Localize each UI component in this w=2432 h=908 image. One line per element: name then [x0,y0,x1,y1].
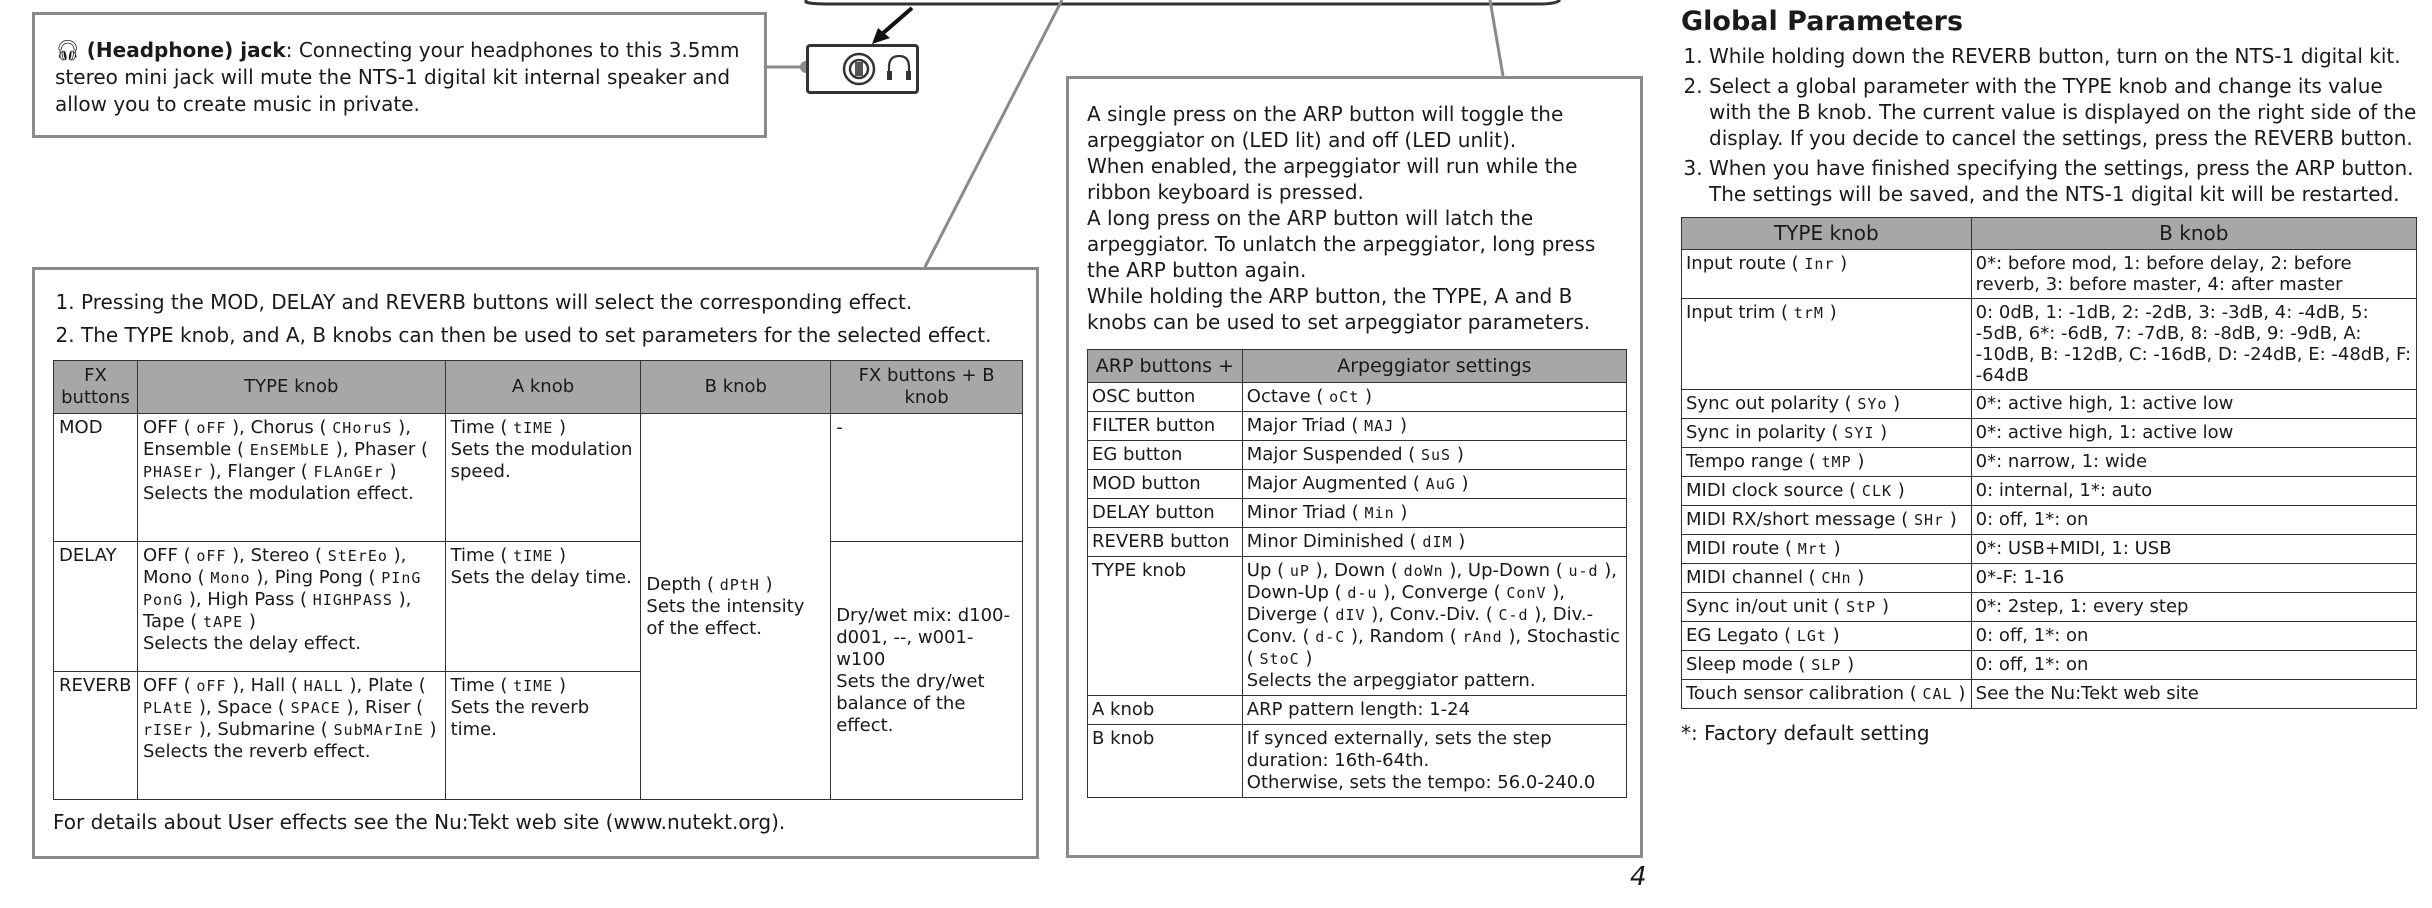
global-step: 2. Select a global parameter with the TYPE knob and change its value with the B knob. The current value is displayed on the right side of the display. If you decide to cancel the settings, press the REVERB button. [1709,73,2421,151]
fx-button-cell: REVERB [54,672,138,800]
global-key-cell: Sync in/out unit ( StP ) [1682,593,1972,622]
global-value-cell: 0: off, 1*: on [1971,506,2416,535]
table-row [1088,412,1627,441]
arp-key-cell: FILTER button [1088,412,1243,441]
page-number: 4 [1630,862,1647,892]
global-value-cell: 0*: before mod, 1: before delay, 2: before reverb, 3: before master, 4: after master [1971,250,2416,299]
arp-key-cell: TYPE knob [1088,557,1243,696]
arp-intro [1087,101,1622,335]
global-key-cell: Sync in polarity ( SYI ) [1682,419,1972,448]
fx-header-cell: TYPE knob [137,361,445,414]
global-value-cell: 0*: active high, 1: active low [1971,419,2416,448]
fx-type-cell: OFF ( oFF ), Chorus ( CHoruS ), Ensemble ( EnSEMbLE ), Phaser ( PHASEr ), Flanger ( FLAnGEr ) Selects the modulation effect. [137,414,445,542]
global-table [1681,217,2417,709]
global-header-cell: TYPE knob [1682,218,1972,250]
global-header-cell: B knob [1971,218,2416,250]
arp-value-cell: Major Augmented ( AuG ) [1242,470,1626,499]
fx-a-cell: Time ( tIME ) Sets the delay time. [445,542,641,672]
headphone-jack-body: : Connecting your headphones to this 3.5mm stereo mini jack will mute the NTS-1 digital kit internal speaker and allow you to create music in private. [55,38,740,116]
table-row [1088,725,1627,798]
arp-value-cell: If synced externally, sets the step duration: 16th-64th. Otherwise, sets the tempo: 56.0-240.0 [1242,725,1626,798]
arp-key-cell: DELAY button [1088,499,1243,528]
table-row [1682,651,2417,680]
arp-value-cell: Major Triad ( MAJ ) [1242,412,1626,441]
fx-button-cell: DELAY [54,542,138,672]
global-key-cell: Sleep mode ( SLP ) [1682,651,1972,680]
fx-table-header [54,361,1023,414]
global-value-cell: 0*: USB+MIDI, 1: USB [1971,535,2416,564]
table-row [1682,506,2417,535]
table-row [54,542,1023,672]
fx-header-cell: FX buttons + B knob [831,361,1023,414]
arp-intro-line: A single press on the ARP button will toggle the arpeggiator on (LED lit) and off (LED unlit). [1087,102,1564,152]
global-value-cell: See the Nu:Tekt web site [1971,680,2416,709]
global-title: Global Parameters [1681,6,1964,37]
arp-intro-line: When enabled, the arpeggiator will run while the ribbon keyboard is pressed. [1087,154,1578,204]
arp-value-cell: Minor Triad ( Min ) [1242,499,1626,528]
table-row [1088,499,1627,528]
arp-value-cell: Octave ( oCt ) [1242,383,1626,412]
table-row [1682,419,2417,448]
global-value-cell: 0*: narrow, 1: wide [1971,448,2416,477]
table-row [1682,535,2417,564]
fx-header-cell: B knob [641,361,831,414]
global-value-cell: 0*: active high, 1: active low [1971,390,2416,419]
global-key-cell: MIDI clock source ( CLK ) [1682,477,1972,506]
arp-value-cell: Minor Diminished ( dIM ) [1242,528,1626,557]
fx-a-cell: Time ( tIME ) Sets the modulation speed. [445,414,641,542]
global-value-cell: 0: 0dB, 1: -1dB, 2: -2dB, 3: -3dB, 4: -4dB, 5: -5dB, 6*: -6dB, 7: -7dB, 8: -8dB, 9: -9dB, A: -10dB, B: -12dB, C: -16dB, D: -24dB, E: -48dB, F: -64dB [1971,299,2416,390]
global-rows [1682,250,2417,709]
fx-header-cell: FX buttons [54,361,138,414]
global-parameters-section [1681,6,2421,745]
global-key-cell: Input trim ( trM ) [1682,299,1972,390]
fx-b-cell: Depth ( dPtH ) Sets the intensity of the effect. [641,414,831,800]
factory-default-note: *: Factory default setting [1681,721,1930,745]
headphone-jack-title: (Headphone) jack [86,38,286,62]
arp-value-cell: Major Suspended ( SuS ) [1242,441,1626,470]
table-row [1682,564,2417,593]
global-key-cell: MIDI channel ( CHn ) [1682,564,1972,593]
global-step: 3. When you have finished specifying the settings, press the ARP button. The settings will be saved, and the NTS-1 digital kit will be restarted. [1709,155,2421,207]
arp-section [1066,76,1643,858]
fx-type-cell: OFF ( oFF ), Stereo ( StErEo ), Mono ( Mono ), Ping Pong ( PInG PonG ), High Pass ( HIGHPASS ), Tape ( tAPE ) Selects the delay effect. [137,542,445,672]
fx-steps [53,286,1018,352]
table-row [1682,250,2417,299]
global-key-cell: Input route ( Inr ) [1682,250,1972,299]
global-step: 1. While holding down the REVERB button, turn on the NTS-1 digital kit. [1709,43,2421,69]
table-row [1682,448,2417,477]
arp-rows [1088,383,1627,798]
fx-header-cell: A knob [445,361,641,414]
table-row [1682,477,2417,506]
global-key-cell: Tempo range ( tMP ) [1682,448,1972,477]
table-row [1088,383,1627,412]
arp-intro-line: A long press on the ARP button will latch the arpeggiator. To unlatch the arpeggiator, long press the ARP button again. [1087,206,1596,282]
table-row [1682,680,2417,709]
fx-section [32,267,1039,859]
jack-illustration [806,44,919,94]
arp-intro-line: While holding the ARP button, the TYPE, A and B knobs can be used to set arpeggiator parameters. [1087,284,1591,334]
arp-table [1087,349,1627,798]
fx-type-cell: OFF ( oFF ), Hall ( HALL ), Plate ( PLAtE ), Space ( SPACE ), Riser ( rISEr ), Submarine ( SubMArInE ) Selects the reverb effect. [137,672,445,800]
fx-step: 1. Pressing the MOD, DELAY and REVERB buttons will select the corresponding effect. [81,286,1018,319]
table-row [1088,557,1627,696]
global-key-cell: Touch sensor calibration ( CAL ) [1682,680,1972,709]
global-steps [1681,43,2421,207]
global-value-cell: 0*-F: 1-16 [1971,564,2416,593]
table-row [1088,470,1627,499]
fx-step: 2. The TYPE knob, and A, B knobs can then be used to set parameters for the selected effect. [81,319,1018,352]
global-key-cell: MIDI RX/short message ( SHr ) [1682,506,1972,535]
arp-key-cell: REVERB button [1088,528,1243,557]
arp-key-cell: EG button [1088,441,1243,470]
headphone-icon: 🎧︎ [55,38,81,62]
table-row [1682,622,2417,651]
global-key-cell: MIDI route ( Mrt ) [1682,535,1972,564]
jack-socket-icon [809,47,916,91]
arp-table-header [1088,350,1627,383]
arp-value-cell: ARP pattern length: 1-24 [1242,696,1626,725]
arp-header-cell: ARP buttons + [1088,350,1243,383]
fx-button-cell: MOD [54,414,138,542]
global-key-cell: Sync out polarity ( SYo ) [1682,390,1972,419]
table-row [1682,390,2417,419]
arp-key-cell: MOD button [1088,470,1243,499]
arp-value-cell: Up ( uP ), Down ( doWn ), Up-Down ( u-d ), Down-Up ( d-u ), Converge ( ConV ), Diverge ( dIV ), Conv.-Div. ( C-d ), Div.-Conv. ( d-C ), Random ( rAnd ), Stochastic ( StoC ) Selects the arpeggiator pattern. [1242,557,1626,696]
arp-key-cell: A knob [1088,696,1243,725]
fx-a-cell: Time ( tIME ) Sets the reverb time. [445,672,641,800]
table-row [1088,528,1627,557]
arp-header-cell: Arpeggiator settings [1242,350,1626,383]
global-value-cell: 0: off, 1*: on [1971,651,2416,680]
global-value-cell: 0*: 2step, 1: every step [1971,593,2416,622]
global-value-cell: 0: internal, 1*: auto [1971,477,2416,506]
arp-key-cell: OSC button [1088,383,1243,412]
table-row [1682,593,2417,622]
global-table-header [1682,218,2417,250]
table-row [54,414,1023,542]
global-key-cell: EG Legato ( LGt ) [1682,622,1972,651]
fx-fxb-cell: - [831,414,1023,542]
table-row [1088,696,1627,725]
fx-footer: For details about User effects see the Nu:Tekt web site (www.nutekt.org). [53,810,786,834]
headphone-jack-description [32,12,767,138]
global-value-cell: 0: off, 1*: on [1971,622,2416,651]
table-row [1682,299,2417,390]
table-row [1088,441,1627,470]
fx-fxb-cell: Dry/wet mix: d100-d001, --, w001-w100 Sets the dry/wet balance of the effect. [831,542,1023,800]
arp-key-cell: B knob [1088,725,1243,798]
fx-table [53,360,1023,800]
